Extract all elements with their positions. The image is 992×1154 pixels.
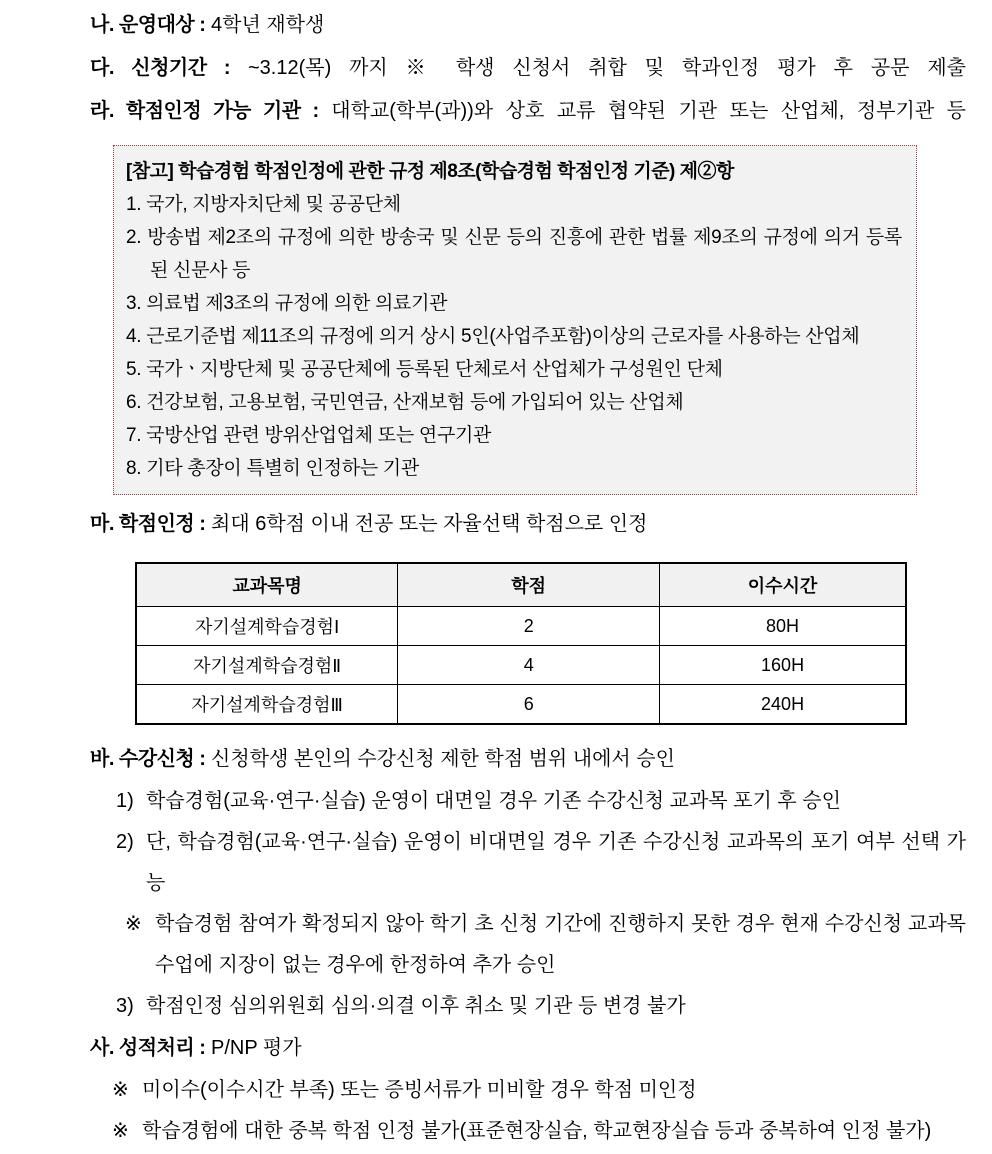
- note-marker: ※: [112, 1079, 129, 1101]
- registration-note: [125, 904, 966, 986]
- reference-item: 6. 건강보험, 고용보험, 국민연금, 산재보험 등에 가입되어 있는 산업체: [126, 392, 684, 413]
- section-text: 신청학생 본인의 수강신청 제한 학점 범위 내에서 승인: [211, 748, 675, 770]
- section-label: 다. 신청기간 :: [90, 57, 231, 79]
- section-line-application-period: [90, 47, 966, 90]
- section-label: 사. 성적처리 :: [90, 1037, 206, 1059]
- note-text: 학습경험에 대한 중복 학점 인정 불가(표준현장실습, 학교현장실습 등과 중복하여 인정 불가): [142, 1120, 932, 1142]
- reference-item: 8. 기타 총장이 특별히 인정하는 기관: [126, 458, 419, 479]
- list-item-text: 학습경험(교육·연구·실습) 운영이 대면일 경우 기존 수강신청 교과목 포기 후 승인: [146, 790, 841, 812]
- note-marker: ※: [125, 913, 142, 935]
- reference-item: 4. 근로기준법 제11조의 규정에 의거 상시 5인(사업주포함)이상의 근로자를 사용하는 산업체: [126, 326, 860, 347]
- list-marker: 2): [116, 831, 134, 853]
- section-label: 나. 운영대상 :: [90, 14, 206, 36]
- table-cell-course-name: 자기설계학습경험Ⅲ: [136, 685, 398, 725]
- section-line-eligible-institutions: [90, 90, 966, 133]
- table-row: [136, 607, 906, 646]
- registration-item-1: [116, 781, 966, 822]
- table-cell-course-name: 자기설계학습경험Ⅰ: [136, 607, 398, 646]
- table-cell-hours: 160H: [660, 646, 906, 685]
- list-marker: 1): [116, 790, 134, 812]
- grading-note-2: [112, 1111, 966, 1152]
- reference-box: [113, 145, 917, 495]
- section-line-credit-recognition: [90, 503, 966, 546]
- note-marker: ※: [112, 1120, 129, 1142]
- section-text: 4학년 재학생: [211, 14, 325, 36]
- table-row: [136, 646, 906, 685]
- section-line-grading: [90, 1027, 966, 1070]
- section-text: P/NP 평가: [211, 1037, 302, 1059]
- reference-item: 1. 국가, 지방자치단체 및 공공단체: [126, 194, 401, 215]
- section-text: 대학교(학부(과))와 상호 교류 협약된 기관 또는 산업체, 정부기관 등: [331, 100, 966, 122]
- table-header-course-name: 교과목명: [136, 563, 398, 607]
- registration-item-2: [116, 822, 966, 904]
- reference-item: 5. 국가ㆍ지방단체 및 공공단체에 등록된 단체로서 산업체가 구성원인 단체: [126, 359, 723, 380]
- table-header-hours: 이수시간: [660, 563, 906, 607]
- reference-box-title: [참고] 학습경험 학점인정에 관한 규정 제8조(학습경험 학점인정 기준) 제②항: [126, 161, 734, 182]
- list-marker: 3): [116, 995, 134, 1017]
- table-cell-course-name: 자기설계학습경험Ⅱ: [136, 646, 398, 685]
- note-text: 학습경험 참여가 확정되지 않아 학기 초 신청 기간에 진행하지 못한 경우 현재 수강신청 교과목 수업에 지장이 없는 경우에 한정하여 추가 승인: [155, 913, 966, 976]
- table-cell-credits: 6: [398, 685, 660, 725]
- course-credit-table: [135, 562, 907, 725]
- table-header-row: [136, 563, 906, 607]
- list-item-text: 단, 학습경험(교육·연구·실습) 운영이 비대면일 경우 기존 수강신청 교과목의 포기 여부 선택 가능: [146, 831, 966, 894]
- section-line-course-registration: [90, 738, 966, 781]
- list-item-text: 학점인정 심의위원회 심의·의결 이후 취소 및 기관 등 변경 불가: [146, 995, 686, 1017]
- registration-item-3: [116, 986, 966, 1027]
- section-text: 최대 6학점 이내 전공 또는 자율선택 학점으로 인정: [211, 513, 648, 535]
- note-text: 미이수(이수시간 부족) 또는 증빙서류가 미비할 경우 학점 미인정: [142, 1079, 697, 1101]
- section-line-operation-target: [90, 4, 966, 47]
- reference-item: 3. 의료법 제3조의 규정에 의한 의료기관: [126, 293, 448, 314]
- table-cell-hours: 240H: [660, 685, 906, 725]
- section-text: ~3.12(목) 까지 ※ 학생 신청서 취합 및 학과인정 평가 후 공문 제출: [247, 57, 966, 79]
- reference-item: 2. 방송법 제2조의 규정에 의한 방송국 및 신문 등의 진흥에 관한 법률 제9조의 규정에 의거 등록된 신문사 등: [126, 227, 902, 281]
- table-header-credits: 학점: [398, 563, 660, 607]
- table-cell-hours: 80H: [660, 607, 906, 646]
- section-label: 바. 수강신청 :: [90, 748, 206, 770]
- reference-item: 7. 국방산업 관련 방위산업업체 또는 연구기관: [126, 425, 492, 446]
- table-cell-credits: 4: [398, 646, 660, 685]
- section-label: 마. 학점인정 :: [90, 513, 206, 535]
- grading-note-1: [112, 1070, 966, 1111]
- table-cell-credits: 2: [398, 607, 660, 646]
- table-row: [136, 685, 906, 725]
- section-label: 라. 학점인정 가능 기관 :: [90, 100, 319, 122]
